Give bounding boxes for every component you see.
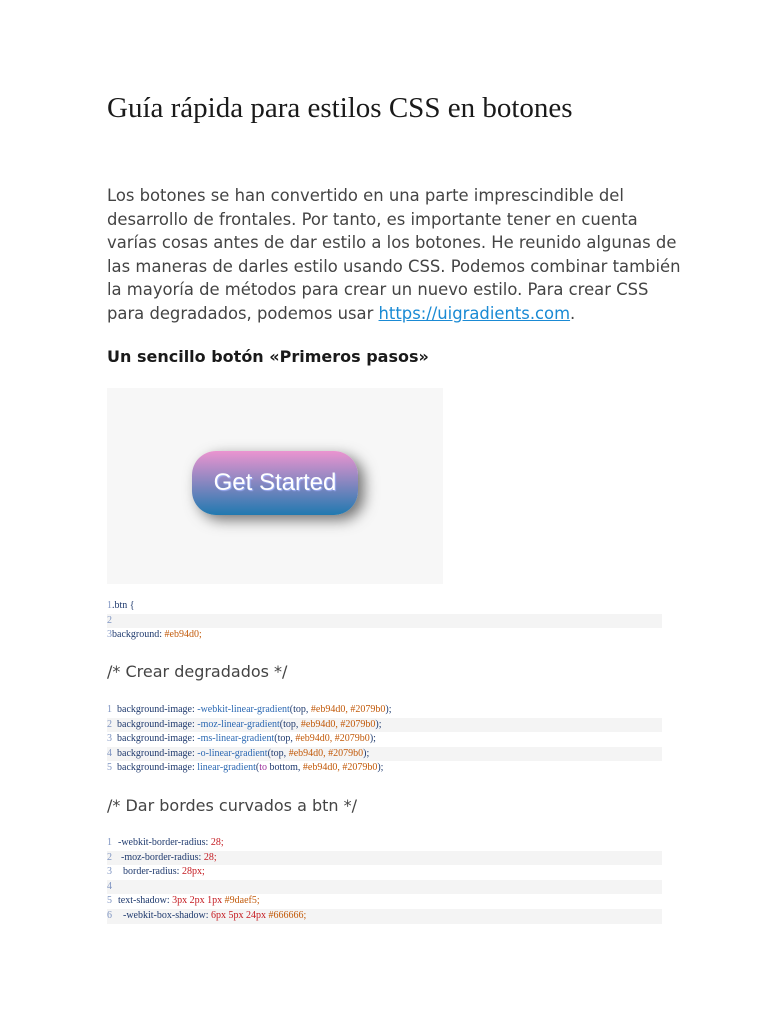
- code-property: -webkit-box-shadow:: [123, 909, 212, 921]
- code-value: #eb94d0, #2079b0: [310, 704, 386, 715]
- line-number: 4: [107, 747, 112, 759]
- code-text: (top,: [279, 718, 301, 730]
- code-value: 6px 5px 24px: [211, 909, 269, 921]
- code-value: #eb94d0, #2079b0: [295, 733, 370, 745]
- code-value: 3px 2px 1px: [172, 895, 225, 907]
- code-property: -webkit-border-radius:: [118, 837, 211, 848]
- code-property: -moz-border-radius:: [121, 851, 204, 863]
- code-line: [107, 628, 662, 643]
- code-line: [107, 747, 662, 762]
- demo-image: [107, 388, 443, 584]
- section-gradients-heading: /* Crear degradados */: [107, 662, 288, 681]
- uigradients-link[interactable]: https://uigradients.com: [378, 303, 571, 323]
- code-function: -o-linear-gradient: [197, 747, 268, 759]
- code-function: -webkit-linear-gradient: [197, 704, 290, 715]
- code-property: border-radius:: [123, 866, 182, 878]
- code-text: (top,: [267, 747, 289, 759]
- code-line: [107, 732, 662, 747]
- code-line: [107, 880, 662, 895]
- code-function: linear-gradient: [197, 762, 256, 774]
- code-value: #eb94d0;: [164, 629, 202, 641]
- code-function: -moz-linear-gradient: [197, 718, 280, 730]
- code-value: #9daef5;: [224, 895, 260, 907]
- code-text: );: [385, 704, 392, 715]
- code-text: bottom,: [267, 762, 303, 774]
- line-number: 5: [107, 762, 112, 774]
- code-text: );: [377, 762, 384, 774]
- code-value: #666666;: [268, 909, 307, 921]
- code-property: background-image:: [117, 747, 198, 759]
- code-property: text-shadow:: [118, 895, 173, 907]
- code-block-borders: [107, 836, 662, 924]
- intro-end: .: [570, 303, 576, 323]
- code-line: [107, 909, 662, 924]
- line-number: 2: [107, 614, 112, 626]
- line-number: 3: [107, 733, 112, 745]
- subheading-get-started: Un sencillo botón «Primeros pasos»: [107, 347, 429, 366]
- code-property: background-image:: [117, 704, 198, 715]
- line-number: 3: [107, 629, 112, 641]
- code-property: background-image:: [117, 733, 198, 745]
- code-value: 28px;: [181, 866, 205, 878]
- code-function: -ms-linear-gradient: [197, 733, 275, 745]
- code-text: .btn {: [112, 600, 135, 611]
- code-value: #eb94d0, #2079b0: [288, 747, 364, 759]
- code-text: (top,: [289, 704, 311, 715]
- code-block-gradients: [107, 703, 662, 776]
- code-value: 28;: [203, 851, 217, 863]
- code-value: #eb94d0, #2079b0: [302, 762, 378, 774]
- code-line: [107, 836, 662, 851]
- line-number: 2: [107, 718, 112, 730]
- line-number: 1: [107, 600, 112, 611]
- line-number: 6: [107, 909, 112, 921]
- code-keyword: to: [259, 762, 268, 774]
- line-number: 2: [107, 851, 112, 863]
- get-started-button[interactable]: Get Started: [192, 451, 358, 515]
- intro-text: Los botones se han convertido en una parte imprescindible del desarrollo de frontales. Por tanto, es importante tener en cuenta varías cosas antes de dar estilo a los botones. He reunido algunas de las maneras de darles estilo usando CSS. Podemos combinar también la mayoría de métodos para crear un nuevo estilo. Para crear CSS para degradados, podemos usar: [107, 186, 681, 323]
- line-number: 1: [107, 837, 112, 848]
- code-block-btn: [107, 599, 662, 643]
- code-text: );: [363, 747, 370, 759]
- code-line: [107, 865, 662, 880]
- line-number: 4: [107, 880, 112, 892]
- code-value: 28;: [210, 837, 224, 848]
- code-line: [107, 718, 662, 733]
- code-line: [107, 703, 662, 718]
- line-number: 1: [107, 704, 112, 715]
- section-borders-heading: /* Dar bordes curvados a btn */: [107, 796, 358, 815]
- article-title: Guía rápida para estilos CSS en botones: [107, 92, 573, 124]
- code-text: (: [255, 762, 260, 774]
- code-line: [107, 614, 662, 629]
- line-number: 5: [107, 895, 112, 907]
- code-line: [107, 761, 662, 776]
- code-property: background-image:: [117, 718, 198, 730]
- code-property: background-image:: [117, 762, 198, 774]
- code-line: [107, 894, 662, 909]
- code-line: [107, 851, 662, 866]
- code-text: (top,: [274, 733, 296, 745]
- code-value: #eb94d0, #2079b0: [300, 718, 376, 730]
- line-number: 3: [107, 866, 112, 878]
- intro-paragraph: [107, 184, 682, 326]
- code-text: );: [375, 718, 382, 730]
- code-text: );: [369, 733, 376, 745]
- code-property: background:: [112, 629, 165, 641]
- code-line: [107, 599, 662, 614]
